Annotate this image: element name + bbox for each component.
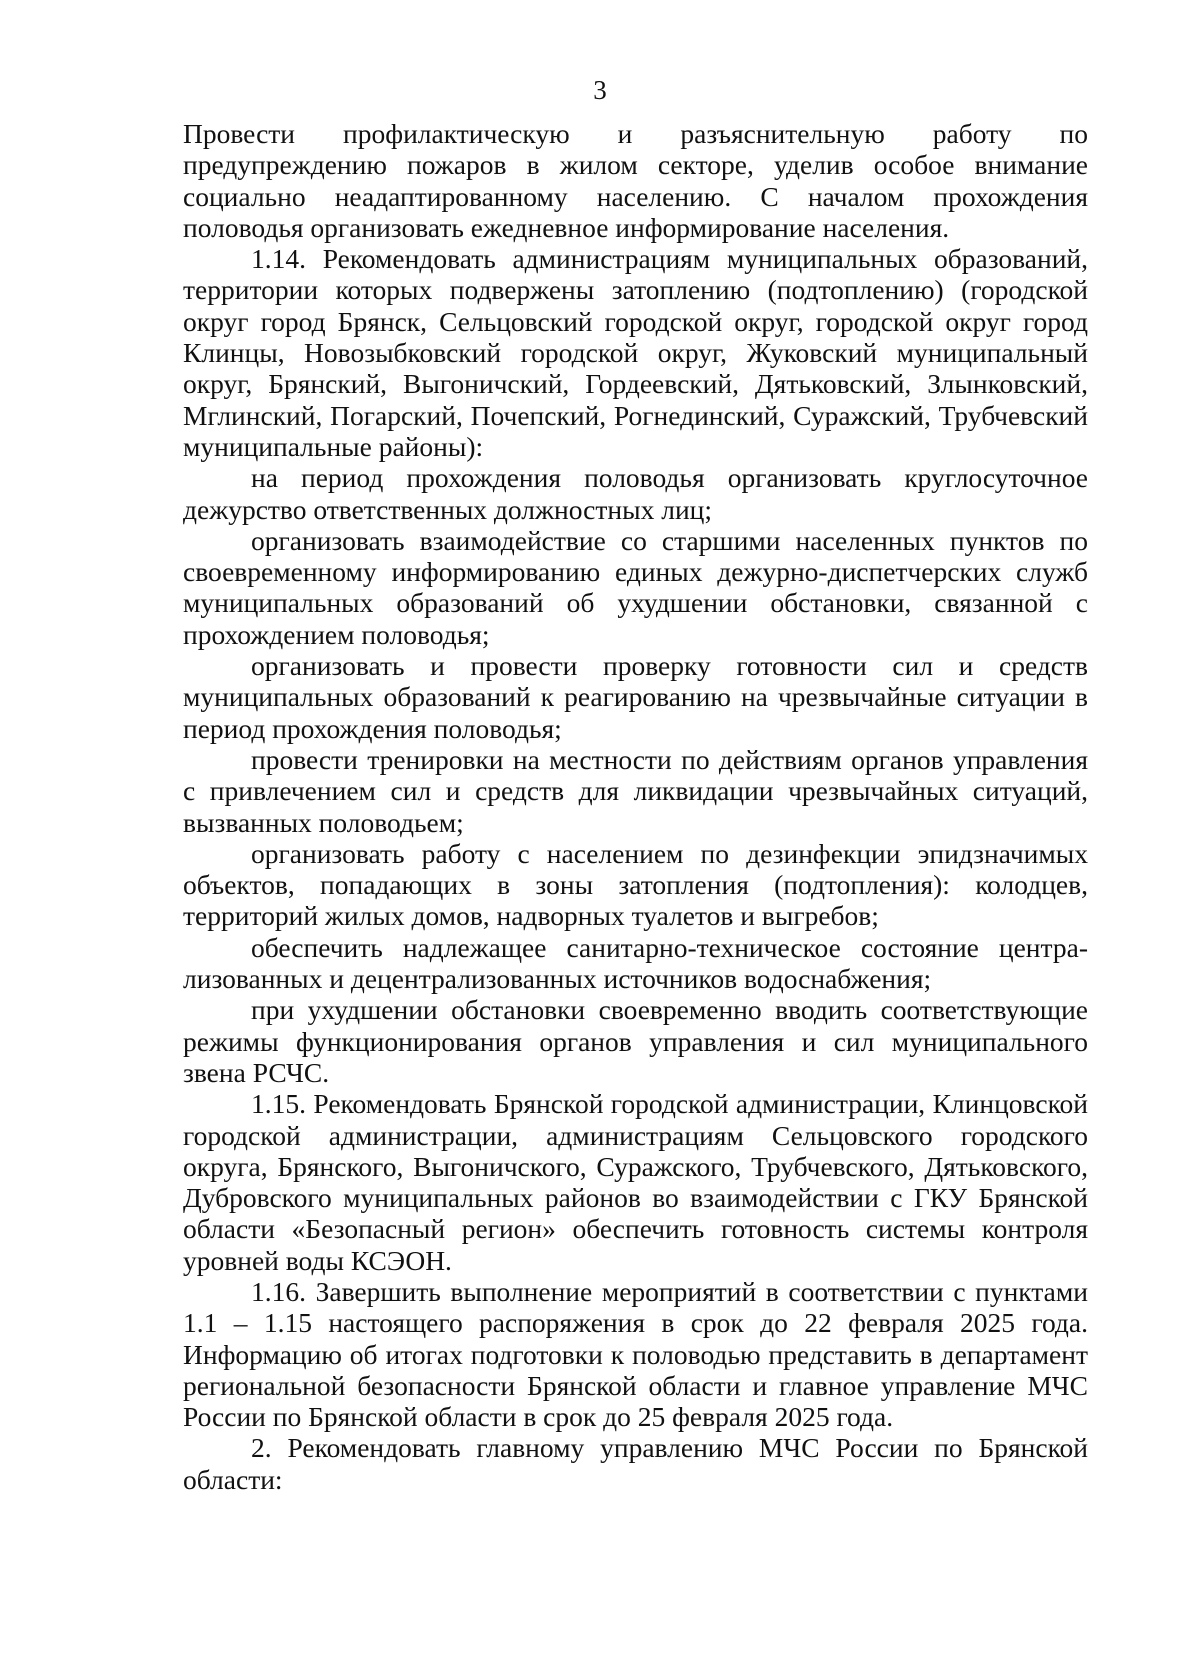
paragraph: Провести профилактическую и разъяснительную работу по предупреждению пожаров в жилом секторе, уделив особое внимание социально неадаптированному населению. С началом прохождения половодья организовать ежедневное информирование населения. [183, 118, 1088, 243]
page-number: 3 [593, 75, 607, 105]
paragraph-1-15: 1.15. Рекомендовать Брянской городской администрации, Клинцовской городской администрации, администрациям Сельцовского городского округа, Брянского, Выгоничского, Суражского, Трубчевского, Дятьковского, Дубровского муниципальных районов во взаимодействии с ГКУ Брянской области «Безопасный регион» обеспечить готовность системы контроля уровней воды КСЭОН. [183, 1088, 1088, 1276]
paragraph: на период прохождения половодья организовать круглосуточное дежурство ответственных должностных лиц; [183, 462, 1088, 525]
paragraph: организовать и провести проверку готовности сил и средств муниципальных образований к реагированию на чрезвычайные ситуации в период прохождения половодья; [183, 650, 1088, 744]
paragraph: при ухудшении обстановки своевременно вводить соответствующие режимы функционирования органов управления и сил муниципального звена РСЧС. [183, 994, 1088, 1088]
document-body [183, 118, 1088, 1495]
paragraph: провести тренировки на местности по действиям органов управления с привлечением сил и средств для ликвидации чрезвычайных ситуаций, вызванных половодьем; [183, 743, 1088, 838]
paragraph-1-16: 1.16. Завершить выполнение мероприятий в соответствии с пунктами 1.1 – 1.15 настоящего распоряжения в срок до 22 февраля 2025 года. Информацию об итогах подготовки к половодью представить в департамент региональной безопасности Брянской области и главное управление МЧС России по Брянской области в срок до 25 февраля 2025 года. [183, 1275, 1088, 1433]
paragraph: обеспечить надлежащее санитарно-техническое состояние централизованных и децентрализованных источников водоснабжения; [183, 931, 1088, 995]
paragraph: организовать работу с населением по дезинфекции эпидзначимых объектов, попадающих в зоны затопления (подтопления): колодцев, территорий жилых домов, надворных туалетов и выгребов; [183, 837, 1088, 932]
paragraph-1-14: 1.14. Рекомендовать администрациям муниципальных образований, территории которых подвержены затоплению (подтоплению) (городской округ город Брянск, Сельцовский городской округ, городской округ город Клинцы, Новозыбковский городской округ, Жуковский муниципальный округ, Брянский, Выгоничский, Гордеевский, Дятьковский, Злынковский, Мглинский, Погарский, Почепский, Рогнединский, Суражский, Трубчевский муниципальные районы): [183, 243, 1088, 462]
paragraph: организовать взаимодействие со старшими населенных пунктов по своевременному информированию единых дежурно-диспетчерских служб муниципальных образований об ухудшении обстановки, связанной с прохождением половодья; [183, 524, 1088, 650]
paragraph-2: 2. Рекомендовать главному управлению МЧС России по Брянской области: [183, 1432, 1088, 1495]
